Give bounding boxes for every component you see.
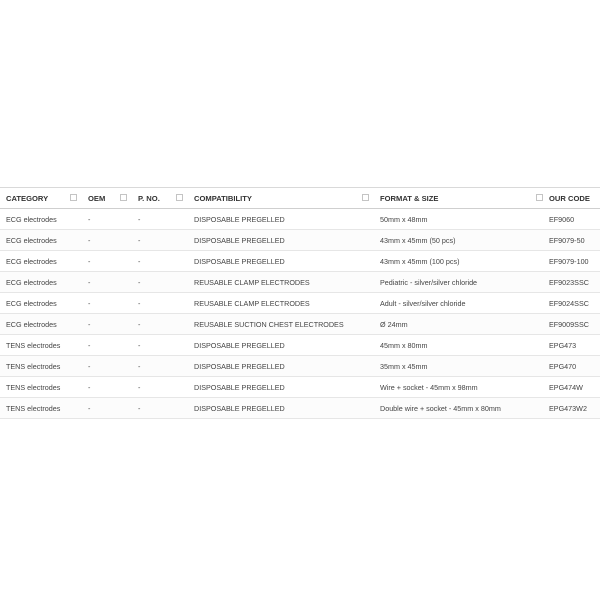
cell-oem: - <box>82 377 132 398</box>
table-row <box>0 314 600 335</box>
table-row <box>0 230 600 251</box>
column-header-label: FORMAT & SIZE <box>380 193 439 203</box>
cell-category: ECG electrodes <box>0 209 82 230</box>
cell-pno: - <box>132 293 188 314</box>
cell-compatibility: DISPOSABLE PREGELLED <box>188 377 374 398</box>
cell-category: TENS electrodes <box>0 377 82 398</box>
cell-format: Double wire + socket - 45mm x 80mm <box>374 398 548 419</box>
cell-category: ECG electrodes <box>0 230 82 251</box>
column-header-pno[interactable] <box>132 188 188 209</box>
cell-category: ECG electrodes <box>0 314 82 335</box>
column-header-compatibility[interactable] <box>188 188 374 209</box>
cell-oem: - <box>82 356 132 377</box>
cell-code: EF9060 <box>548 209 600 230</box>
cell-pno: - <box>132 356 188 377</box>
cell-oem: - <box>82 272 132 293</box>
sort-icon[interactable] <box>536 194 543 201</box>
cell-code: EF9023SSC <box>548 272 600 293</box>
cell-pno: - <box>132 272 188 293</box>
sort-icon[interactable] <box>70 194 77 201</box>
cell-code: EF9009SSC <box>548 314 600 335</box>
cell-pno: - <box>132 335 188 356</box>
column-header-label: COMPATIBILITY <box>194 193 252 203</box>
cell-compatibility: REUSABLE CLAMP ELECTRODES <box>188 293 374 314</box>
cell-format: 35mm x 45mm <box>374 356 548 377</box>
column-header-label: CATEGORY <box>6 193 49 203</box>
product-table <box>0 187 600 419</box>
column-header-label: OEM <box>88 193 106 203</box>
cell-oem: - <box>82 251 132 272</box>
cell-oem: - <box>82 209 132 230</box>
column-header-format[interactable] <box>374 188 548 209</box>
cell-compatibility: DISPOSABLE PREGELLED <box>188 356 374 377</box>
product-table-container <box>0 187 600 419</box>
cell-code: EF9079-50 <box>548 230 600 251</box>
cell-pno: - <box>132 314 188 335</box>
table-header-row <box>0 188 600 209</box>
cell-compatibility: REUSABLE CLAMP ELECTRODES <box>188 272 374 293</box>
table-row <box>0 293 600 314</box>
cell-pno: - <box>132 377 188 398</box>
cell-code: EF9079-100 <box>548 251 600 272</box>
cell-code: EPG474W <box>548 377 600 398</box>
cell-format: 50mm x 48mm <box>374 209 548 230</box>
cell-code: EPG473 <box>548 335 600 356</box>
cell-oem: - <box>82 314 132 335</box>
column-header-code <box>548 188 600 209</box>
cell-code: EPG470 <box>548 356 600 377</box>
sort-icon[interactable] <box>120 194 127 201</box>
cell-format: Adult - silver/silver chloride <box>374 293 548 314</box>
cell-code: EF9024SSC <box>548 293 600 314</box>
cell-pno: - <box>132 398 188 419</box>
table-row <box>0 377 600 398</box>
cell-pno: - <box>132 209 188 230</box>
cell-compatibility: DISPOSABLE PREGELLED <box>188 335 374 356</box>
table-row <box>0 398 600 419</box>
cell-oem: - <box>82 398 132 419</box>
cell-category: TENS electrodes <box>0 335 82 356</box>
cell-format: 45mm x 80mm <box>374 335 548 356</box>
cell-oem: - <box>82 335 132 356</box>
cell-oem: - <box>82 293 132 314</box>
cell-pno: - <box>132 230 188 251</box>
cell-category: ECG electrodes <box>0 293 82 314</box>
cell-compatibility: REUSABLE SUCTION CHEST ELECTRODES <box>188 314 374 335</box>
cell-format: 43mm x 45mm (50 pcs) <box>374 230 548 251</box>
sort-icon[interactable] <box>362 194 369 201</box>
cell-compatibility: DISPOSABLE PREGELLED <box>188 398 374 419</box>
table-header <box>0 188 600 209</box>
table-body <box>0 209 600 419</box>
cell-format: Ø 24mm <box>374 314 548 335</box>
cell-pno: - <box>132 251 188 272</box>
cell-compatibility: DISPOSABLE PREGELLED <box>188 251 374 272</box>
cell-category: TENS electrodes <box>0 356 82 377</box>
column-header-oem[interactable] <box>82 188 132 209</box>
cell-format: Pediatric - silver/silver chloride <box>374 272 548 293</box>
table-row <box>0 272 600 293</box>
column-header-label: OUR CODE <box>549 193 590 203</box>
column-header-label: P. NO. <box>138 193 160 203</box>
column-header-category[interactable] <box>0 188 82 209</box>
cell-oem: - <box>82 230 132 251</box>
table-row <box>0 209 600 230</box>
cell-category: ECG electrodes <box>0 251 82 272</box>
table-row <box>0 356 600 377</box>
cell-format: 43mm x 45mm (100 pcs) <box>374 251 548 272</box>
cell-category: ECG electrodes <box>0 272 82 293</box>
cell-compatibility: DISPOSABLE PREGELLED <box>188 230 374 251</box>
table-row <box>0 335 600 356</box>
sort-icon[interactable] <box>176 194 183 201</box>
cell-format: Wire + socket - 45mm x 98mm <box>374 377 548 398</box>
table-row <box>0 251 600 272</box>
cell-category: TENS electrodes <box>0 398 82 419</box>
cell-compatibility: DISPOSABLE PREGELLED <box>188 209 374 230</box>
cell-code: EPG473W2 <box>548 398 600 419</box>
